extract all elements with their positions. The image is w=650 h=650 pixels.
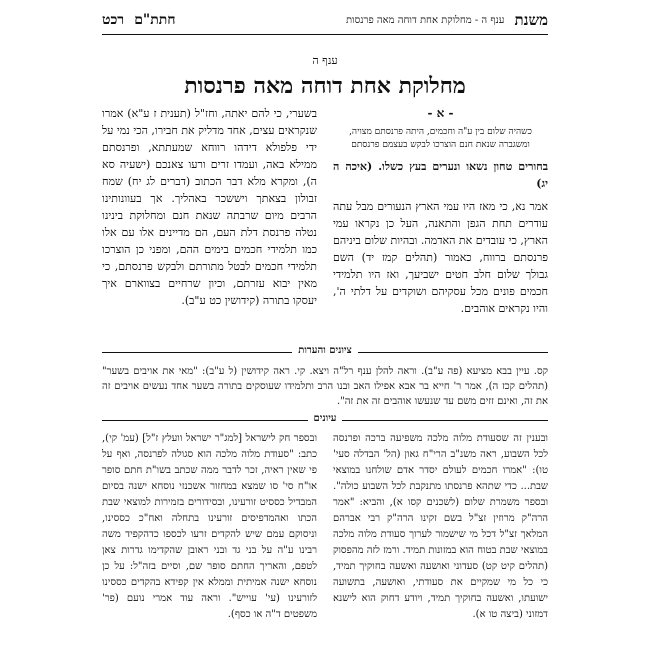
notes-rule (102, 345, 548, 356)
running-header (102, 8, 548, 32)
notes-label-text: ציונים והערות (292, 345, 358, 356)
left-column (102, 105, 317, 335)
iyunim-left-column: ובספר חק לישראל [למג"ר ישראל וועלץ ז"ל] (עמ' קי), כתב: "סעודת מלוה מלכה הוא סגולה לפרנסה, ואף על פי שאין ראיה, זכר לדבר ממה שכתב בשו"ת חתם סופר או"ח סי' סו שמצא במחזור אשכנזי נוסחא ישנה בסיום המבדיל כססיט זורעינו, ובסידורים בזמירות למוצאי שבת הכתו ואהמדפיסים זורעינו בתחלה ואח"כ כססינו, וניסוקם עמם שיש להקדים זרעו לכספו כדהקפיד משה רבינו ע"ה על בני גד ובני ראובן שהקדימו גדרות צאן לטפם, והאריך החתם סופר שם, וסיים בזה"ל: על כן נוסחא ישנה אמיתית וממלא אין קפידא בהקדים כססינו לזורעינו (עי' עוייש". וראה עוד אמרי נועם (פר' משפטים ד"ה או כסף). (102, 433, 317, 620)
iyunim-columns (102, 431, 548, 641)
header-subtitle: ענף ה - מחלוקת אחת דוחה מאה פרנסות (345, 14, 505, 26)
iyunim-right-column: ובענין זה שסעודת מלוה מלכה משפיעה ברכה ופרנסה לכל השבוע, ראה משנ"ב הרי"ח גאון (הל' הבדלה סעי' טו): "אמרו חכמים לעולם יסדר אדם שולחנו במוצאי שבת... כדי שתהא פרנסתו מתנקבת לכל השבוע כולה". ובספר משמרת שלום (לשכנים קסו א), והביא: "אמר הרה"ק מרוזין זצ"ל בשם זקינו הרה"ק רבי אברהם המלאך זצ"ל דכל מי שישמור לערוך סעודת מלוה מלכה במוצאי שבת בטוח הוא במזונות תמיד. ורמז לזה מהפסוק (תהלים קיט קט) סעדוני ואושעה ואשעה בחוקיך תמיד, כי כל מי שמקיים את סעודתי, ואושעה, בתשועה ישועתו, ואשעה בחוקיך תמיד, ויודע דחוק הוא לישנא דמזוני (ביצה טו א). (333, 433, 548, 620)
section-heading (102, 54, 548, 99)
section-label: ענף ה (312, 54, 338, 67)
right-column (333, 105, 548, 335)
notes-label (102, 345, 548, 356)
left-column-text: בשערי, כי להם יאתה, וחז"ל (תענית ז ע"א) אמרו שנקראים עצים, אחד מדליק את חבירו, הכי נמי על ידי פלפולא דידהו רווחא שמעתתא, ופרנסתם ממילא באה, ועמדו זרים ורעו צאנכם (ישעיה סא ה), ומקרא מלא דבר הכתוב (דברים לג יח) שמח זבולון בצאתך ויששכר באהליך. אך בעוונותינו הרבים מיום שרבתה שנאת חנם ומחלוקת בינינו נטלה פרנסת דלת העם, הם מדיינים אלו עם אלו כמו תלמידי חכמים בימים ההם, ומפני כן הוצרכו תלמידי חכמים לבטל מתורתם ולבקש פרנסתם, כי מאין יבוא עזרתם, וכיון שרחיים בצווארם איך יעסקו בתורה (קידושין כט ע"ב). (102, 107, 317, 307)
header-right (346, 11, 548, 30)
section-intro: כשהיה שלום בין ע"ה וחכמים, היתה פרנסתם מצויה, ומשגברה שנאת חנם הוצרכו לבקש בעצמם פרנסתם (349, 127, 532, 150)
header-left (102, 12, 176, 29)
right-column-text: אמר נא, כי מאז היו עמי הארץ הנעורים מבל עתה עודרים תחת הגפן והתאנה, העל כן נקראו עמי הארץ, כי עובדים את האדמה. ובהיות שלום ביניהם פרנסתם ברווח, כאמור (תהלים קמז יד) השם גבולך שלום חלב חטים ישביעך, ואז היו תלמידי חכמים פונים מכל עסקיהם ושוקדים על דלתי ה', והיו נקראים אוהבים. (333, 200, 548, 315)
header-book: חתת"ם (134, 11, 176, 28)
iyunim-label (102, 413, 548, 424)
notes-text: קס. עיין בבא מציעא (פה ע"ב). וראה להלן ענף רל"ה ויצא. קי. ראה קידושין (ל ע"ב): "מאי את אויבים בשער" (תהלים קכז ה), אמר ר' חייא בר אבא אפילו האב ובנו הרב ותלמידו שעוסקים בתורה בשער אחד נעשים אויבים זה את זה, ואינם זזים משם עד שנעשו אוהבים זה את זה". (102, 366, 548, 407)
main-columns (102, 105, 548, 335)
section-title: מחלוקת אחת דוחה מאה פרנסות (184, 73, 466, 99)
iyunim-rule (102, 413, 548, 424)
page-number: רכט (102, 11, 125, 28)
verse-quote: בחורים טחון נשאו ונערים בעץ כשלו. (איכה ה יג) (333, 160, 548, 190)
section-number: - א - (427, 106, 454, 120)
iyunim-label-text: עיונים (308, 413, 343, 424)
header-rule (102, 34, 548, 35)
header-brand: משנת (514, 10, 548, 29)
